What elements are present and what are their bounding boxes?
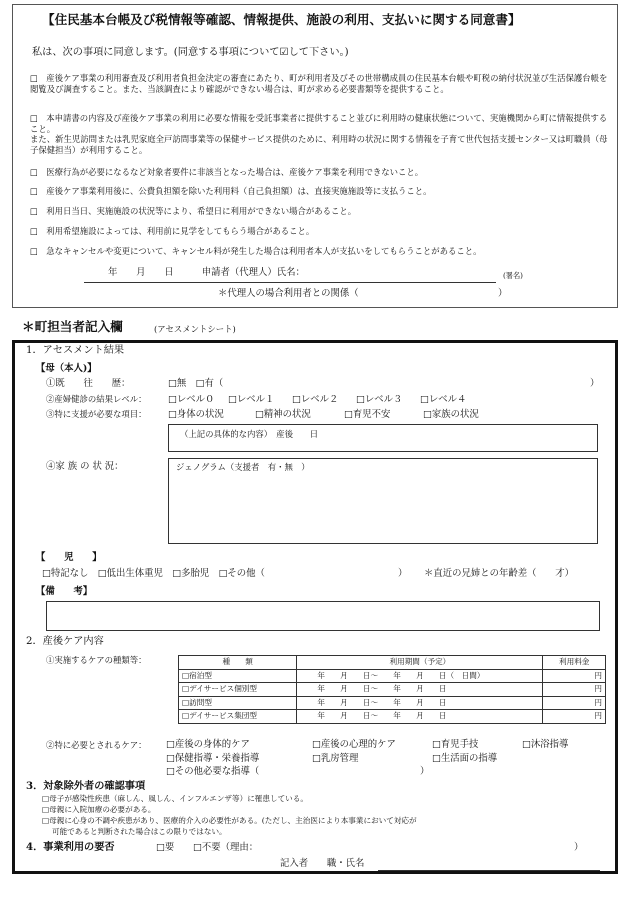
child-options[interactable]: □特記なし □低出生体重児 □多胎児 □その他（ [42, 568, 265, 579]
care-fee[interactable]: 円 [543, 710, 606, 724]
exclusion-item-2[interactable]: □母親に入院加療の必要がある。 [42, 805, 156, 814]
needed-close: ） [420, 766, 430, 777]
consent-item-5[interactable]: □ 利用日当日、実施施設の状況等により、希望日に利用ができない場合があること。 [30, 206, 357, 216]
care-kind-visit[interactable]: □訪問型 [179, 696, 297, 710]
relation-close: ） [498, 288, 508, 299]
needed-other[interactable]: □その他必要な指導（ [166, 766, 260, 777]
signature-underline[interactable] [84, 282, 496, 283]
care-period[interactable]: 年 月 日〜 年 月 日 [297, 696, 543, 710]
signer-label: 記入者 職・氏名 [280, 858, 365, 869]
needed-skills[interactable]: □育児手技 [432, 739, 479, 750]
health-level-4[interactable]: □レベル４ [420, 394, 467, 405]
signer-underline[interactable] [378, 870, 600, 871]
care-table [178, 655, 606, 724]
consent-title: 【住民基本台帳及び税情報等確認、情報提供、施設の利用、支払いに関する同意書】 [42, 12, 521, 27]
care-period[interactable]: 年 月 日〜 年 月 日 [297, 683, 543, 697]
history-close: ） [590, 378, 600, 389]
health-level-1[interactable]: □レベル１ [228, 394, 275, 405]
consent-intro: 私は、次の事項に同意します。(同意する事項について☑して下さい。) [32, 47, 349, 58]
care-heading: 2．産後ケア内容 [26, 636, 104, 647]
child-heading: 【 児 】 [36, 552, 102, 563]
needed-breast[interactable]: □乳房管理 [312, 753, 359, 764]
health-level-3[interactable]: □レベル３ [356, 394, 403, 405]
sibling-age-gap[interactable]: ＊直近の兄姉との年齢差（ 才） [424, 568, 575, 579]
relation-label: ＊代理人の場合利用者との関係（ [218, 288, 359, 299]
health-check-label: ②産婦健診の結果レベル： [46, 394, 147, 404]
needed-physical[interactable]: □産後の身体的ケア [166, 739, 250, 750]
care-kind-stay[interactable]: □宿泊型 [179, 669, 297, 683]
child-close: ） [398, 568, 408, 579]
support-physical[interactable]: □身体の状況 [168, 409, 224, 420]
support-mental[interactable]: □精神の状況 [255, 409, 311, 420]
care-period[interactable]: 年 月 日〜 年 月 日（ 日間） [297, 669, 543, 683]
consent-item-4[interactable]: □ 産後ケア事業利用後に、公費負担額を除いた利用料（自己負担額）は、直接実施施設等に支払うこと。 [30, 186, 432, 196]
history-options[interactable]: □無 □有（ [168, 378, 224, 389]
consent-item-1[interactable]: □ 産後ケア事業の利用審査及び利用者負担金決定の審査にあたり、町が利用者及びその世帯構成員の住民基本台帳や町税の納付状況並び生活保護台帳を閲覧及び調査すること。また、当該調査により確認ができない場合は、町が求める必要書類等を提供すること。 [30, 73, 608, 94]
exclusion-item-3[interactable]: □母親に心身の不調や疾患があり、医療的介入の必要性がある。(ただし、主治医により本事業において対応が [42, 816, 417, 825]
section-subtitle: (アセスメントシート) [154, 324, 236, 334]
support-label: ③特に支援が必要な項目： [46, 409, 147, 419]
detail-hint: （上記の具体的な内容） 産後 日 [180, 429, 319, 439]
care-fee[interactable]: 円 [543, 683, 606, 697]
care-kind-day-group[interactable]: □デイサービス集団型 [179, 710, 297, 724]
needed-bathing[interactable]: □沐浴指導 [522, 739, 569, 750]
table-row [179, 696, 606, 710]
need-options[interactable]: □要 □不要（理由： [156, 842, 259, 853]
history-label: ①既 往 歴： [46, 378, 131, 389]
remarks-heading: 【備 考】 [36, 586, 93, 597]
table-row [179, 669, 606, 683]
needed-care-label: ②特に必要とされるケア： [46, 740, 147, 750]
seal-label: (署名) [503, 271, 523, 280]
exclusion-heading: 3．対象除外者の確認事項 [26, 780, 146, 792]
care-period[interactable]: 年 月 日〜 年 月 日 [297, 710, 543, 724]
needed-life[interactable]: □生活面の指導 [432, 753, 498, 764]
genogram-label: ジェノグラム（支援者 有・無 ） [176, 462, 310, 472]
care-kinds-label: ①実施するケアの種類等： [46, 655, 147, 665]
consent-item-7[interactable]: □ 急なキャンセルや変更について、キャンセル料が発生した場合は利用者本人が支払いをしてもらうことがあること。 [30, 246, 482, 256]
support-anxiety[interactable]: □育児不安 [344, 409, 391, 420]
care-fee[interactable]: 円 [543, 669, 606, 683]
health-level-2[interactable]: □レベル２ [292, 394, 339, 405]
care-header-fee: 利用料金 [543, 656, 606, 670]
section-title: ＊町担当者記入欄 [22, 319, 123, 334]
date-applicant-line: 年 月 日 申請者（代理人）氏名： [108, 267, 305, 278]
need-close: ） [574, 842, 584, 853]
consent-item-3[interactable]: □ 医療行為が必要になるなど対象者要件に非該当となった場合は、産後ケア事業を利用できないこと。 [30, 167, 424, 177]
consent-item-2[interactable]: □ 本申請書の内容及び産後ケア事業の利用に必要な情報を受託事業者に提供すること並びに利用時の健康状態について、実施機関から町に情報提供すること。 また、新生児訪問または乳児家庭全戸訪問事業等の保健サービス提供のために、利用時の状況に関する情報を子育て世代包括支援センター又は町職員（母子保健担当）が利用すること。 [30, 113, 608, 155]
care-kind-day-individual[interactable]: □デイサービス個別型 [179, 683, 297, 697]
exclusion-item-3-cont: 可能であると判断された場合はこの限りではない。 [52, 827, 227, 836]
assessment-heading: 1．アセスメント結果 [26, 345, 125, 356]
care-header-period: 利用期間（予定） [297, 656, 543, 670]
care-header-kind: 種 類 [179, 656, 297, 670]
consent-item-6[interactable]: □ 利用希望施設によっては、利用前に見学をしてもらう場合があること。 [30, 226, 315, 236]
support-family[interactable]: □家族の状況 [423, 409, 479, 420]
remarks-box[interactable] [46, 601, 600, 631]
family-label: ④家 族 の 状 況： [46, 461, 124, 472]
table-row [179, 683, 606, 697]
table-row [179, 710, 606, 724]
mother-heading: 【母（本人)】 [36, 363, 97, 374]
needed-psych[interactable]: □産後の心理的ケア [312, 739, 396, 750]
need-heading: 4．事業利用の要否 [26, 841, 115, 853]
care-fee[interactable]: 円 [543, 696, 606, 710]
health-level-0[interactable]: □レベル０ [168, 394, 215, 405]
exclusion-item-1[interactable]: □母子が感染性疾患（麻しん、風しん、インフルエンザ等）に罹患している。 [42, 794, 308, 803]
needed-nutrition[interactable]: □保健指導・栄養指導 [166, 753, 260, 764]
